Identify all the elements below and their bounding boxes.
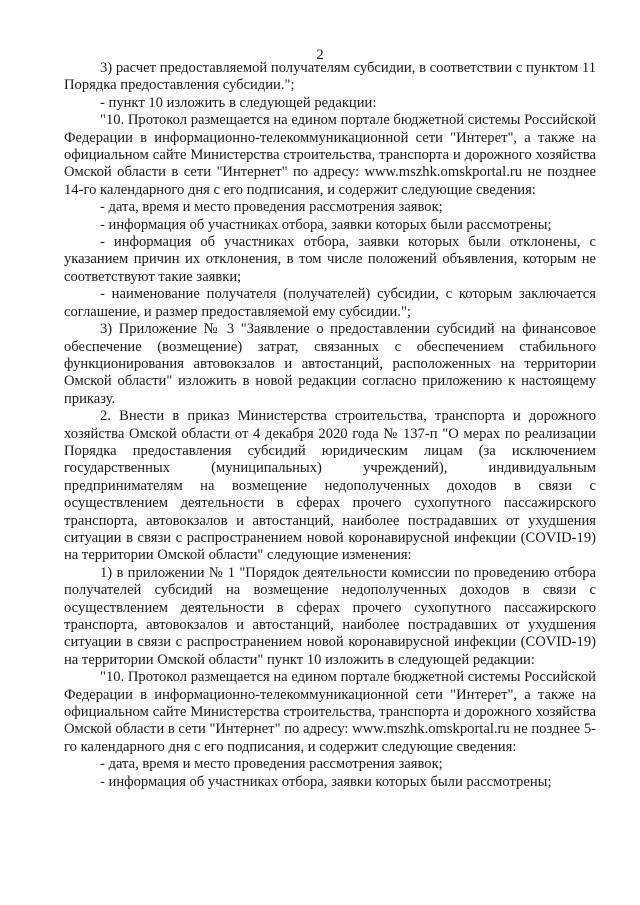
page-number: 2: [316, 47, 324, 63]
paragraph: - дата, время и место проведения рассмотрения заявок;: [100, 756, 443, 773]
paragraph: - информация об участниках отбора, заявки которых были отклонены, с указанием причин их отклонения, в том числе положений объявления, которым не соответствуют такие заявки;: [64, 234, 596, 285]
paragraph: - дата, время и место проведения рассмотрения заявок;: [100, 199, 443, 216]
paragraph: - наименование получателя (получателей) субсидии, с которым заключается соглашение, и размер предоставляемой ему субсидии.";: [64, 286, 596, 320]
paragraph: 3) Приложение № 3 "Заявление о предоставлении субсидий на финансовое обеспечение (возмещение) затрат, связанных с обеспечением стабильного функционирования автовокзалов и автостанций, расположенных на территории Омской области" изложить в новой редакции согласно приложению к настоящему приказу.: [64, 321, 596, 407]
paragraph: - информация об участниках отбора, заявки которых были рассмотрены;: [100, 216, 552, 233]
paragraph: "10. Протокол размещается на едином портале бюджетной системы Российской Федерации в информационно-телекоммуникационной сети "Интерет", а также на официальном сайте Министерства строительства, транспорта и дорожного хозяйства Омской области в сети "Интернет" по адресу: www.mszhk.omskportal.ru не позднее 5-го календарного дня с его подписания, и содержит следующие сведения:: [64, 669, 596, 755]
paragraph: - информация об участниках отбора, заявки которых были рассмотрены;: [100, 773, 552, 790]
paragraph: "10. Протокол размещается на едином портале бюджетной системы Российской Федерации в информационно-телекоммуникационной сети "Интерет", а также на официальном сайте Министерства строительства, транспорта и дорожного хозяйства Омской области в сети "Интернет" по адресу: www.mszhk.omskportal.ru не позднее 14-го календарного дня с его подписания, и содержит следующие сведения:: [64, 112, 596, 198]
paragraph: 2. Внести в приказ Министерства строительства, транспорта и дорожного хозяйства Омской области от 4 декабря 2020 года № 137-п "О мерах по реализации Порядка предоставления субсидий юридическим лицам (за исключением государственных (муниципальных) учреждений), индивидуальным предпринимателям на возмещение недополученных доходов в связи с осуществлением деятельности в сферах прочего сухопутного пассажирского транспорта, автовокзалов и автостанций, наиболее пострадавших от ухудшения ситуации в связи с распространением новой коронавирусной инфекции (COVID-19) на территории Омской области" следующие изменения:: [64, 408, 596, 564]
paragraph: - пункт 10 изложить в следующей редакции:: [100, 94, 377, 111]
paragraph: 3) расчет предоставляемой получателям субсидии, в соответствии с пунктом 11 Порядка предоставления субсидии.";: [64, 60, 596, 94]
document-body: [64, 60, 596, 791]
paragraph: 1) в приложении № 1 "Порядок деятельности комиссии по проведению отбора получателей субсидий на возмещение недополученных доходов в связи с осуществлением деятельности в сферах прочего сухопутного пассажирского транспорта, автовокзалов и автостанций, наиболее пострадавших от ухудшения ситуации в связи с распространением новой коронавирусной инфекции (COVID-19) на территории Омской области" пункт 10 изложить в следующей редакции:: [64, 564, 596, 668]
